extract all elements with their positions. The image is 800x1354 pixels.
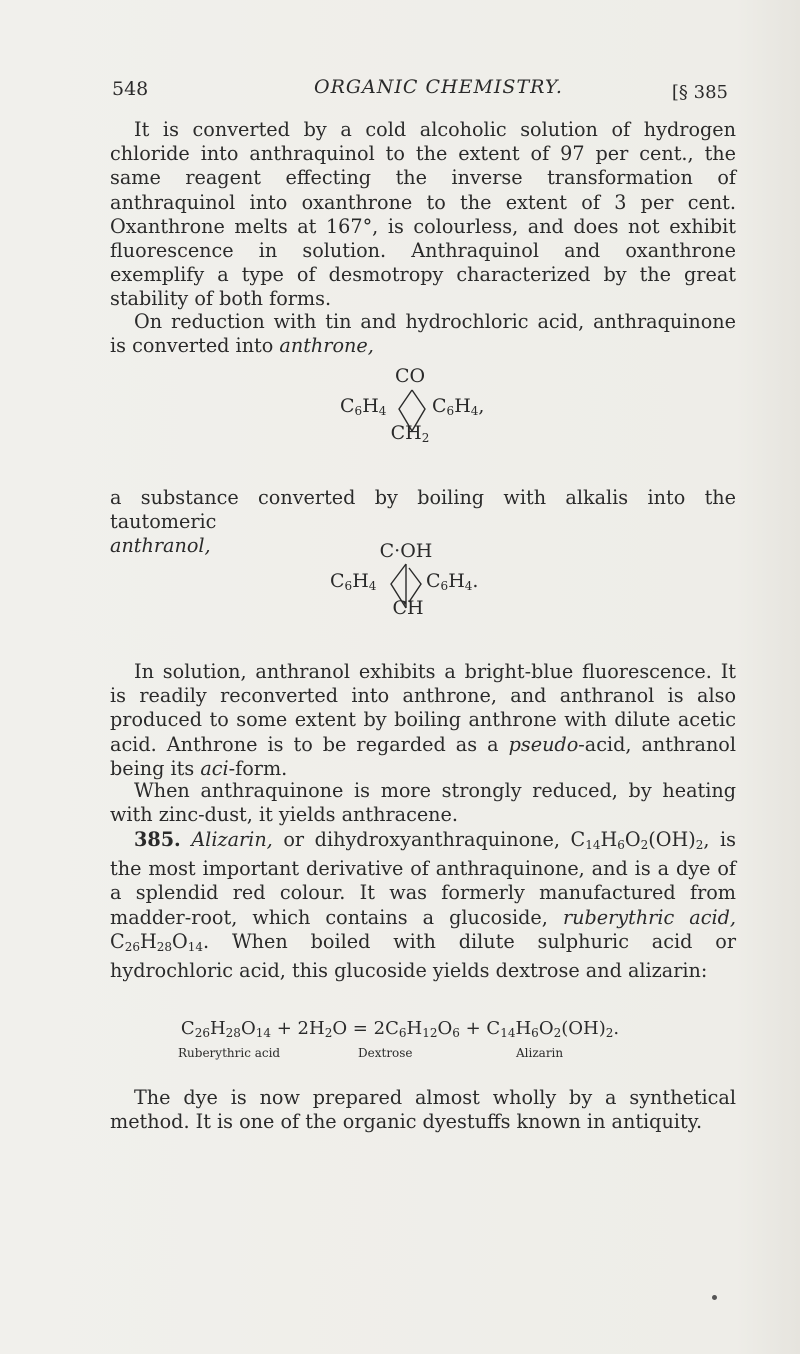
section-number: 385.	[134, 828, 181, 851]
text-run: or dihydroxyanthraquinone, C	[272, 828, 586, 851]
text-run: -form.	[228, 756, 288, 780]
text-run: , is the most important derivative of anthraquinone, and is a dye of a splendid red colour. It was formerly manufactured from madder-root, which contains a glucoside,	[110, 828, 736, 929]
page-number: 548	[112, 78, 149, 100]
text-run: -acid, anthranol being its	[110, 732, 737, 780]
text-run: On reduction with tin and hydrochloric acid, anthraquinone is converted into	[110, 310, 736, 358]
page-mark	[712, 1295, 717, 1300]
paragraph-fluorescence	[110, 660, 736, 781]
text-run: . When boiled with dilute sulphuric acid or hydrochloric acid, this glucoside yields dextrose and alizarin:	[110, 929, 736, 983]
running-title: ORGANIC CHEMISTRY.	[314, 76, 563, 98]
term-pseudo: pseudo	[508, 732, 579, 756]
paragraph-oxanthrone: It is converted by a cold alcoholic solution of hydrogen chloride into anthraquinol to the extent of 97 per cent., the same reagent effecting the inverse transformation of anthraquinol into oxanthrone to the extent of 3 per cent. Oxanthrone melts at 167°, is colourless, and does not exhibit fluorescence in solution. Anthraquinol and oxanthrone exemplify a type of desmotropy characterized by the great stability of both forms.	[110, 118, 736, 311]
term-alizarin: Alizarin,	[191, 828, 273, 851]
paragraph-synthesis: The dye is now prepared almost wholly by a synthetical method. It is one of the organic dyestuffs known in antiquity.	[110, 1086, 736, 1134]
formula-top: C·OH	[379, 540, 433, 562]
formula-bottom: $CH_2$	[390, 422, 430, 445]
paragraph-anthracene: When anthraquinone is more strongly reduced, by heating with zinc-dust, it yields anthracene.	[110, 779, 736, 827]
anthrone-structure	[340, 365, 485, 465]
text-run: a substance converted by boiling with alkalis into the tautomeric	[110, 486, 736, 534]
term-anthranol: anthranol,	[110, 534, 211, 558]
text-run: In solution, anthranol exhibits a bright-blue fluorescence. It is readily reconverted into anthrone, and anthranol is also produced to some extent by boiling anthrone with dilute acetic acid. Anthrone is to be regarded as a	[110, 660, 736, 756]
formula-right: $C_6H_4$,	[432, 395, 485, 418]
text-run: C	[110, 929, 125, 953]
term-anthrone: anthrone,	[279, 334, 374, 358]
formula-left: $C_6H_4$	[340, 395, 387, 418]
formula-bottom: CH	[392, 597, 424, 619]
term-aci: aci	[200, 756, 229, 780]
paragraph-anthrone	[110, 310, 736, 358]
hydrolysis-equation: $C_{26}H_{28}O_{14} + 2H_2O = 2C_6H_{12}O_6 + C_{14}H_6O_2(OH)_2$.	[180, 1018, 620, 1040]
label-dextrose: Dextrose	[358, 1046, 413, 1060]
anthranol-structure	[330, 540, 480, 640]
paragraph-alizarin: 385. Alizarin, or dihydroxyanthraquinone, $C_{14}H_6O_2(OH)_2$, is the most important derivative of anthraquinone, and is a dye of a splendid red colour. It was formerly manufactured from madder-root, which contains a glucoside, ruberythric acid, $C_{26}H_{28}O_{14}$. When boiled with dilute sulphuric acid or hydrochloric acid, this glucoside yields dextrose and alizarin:	[110, 828, 736, 983]
formula-top: CO	[394, 365, 426, 387]
running-header	[112, 76, 732, 110]
formula-right: $C_6H_4$.	[426, 570, 479, 593]
section-marker: [§ 385	[671, 82, 728, 103]
label-ruberythric: Ruberythric acid	[178, 1046, 281, 1060]
term-ruberythric-acid: ruberythric acid,	[562, 905, 736, 929]
label-alizarin: Alizarin	[516, 1046, 564, 1060]
formula-left: $C_6H_4$	[330, 570, 377, 593]
